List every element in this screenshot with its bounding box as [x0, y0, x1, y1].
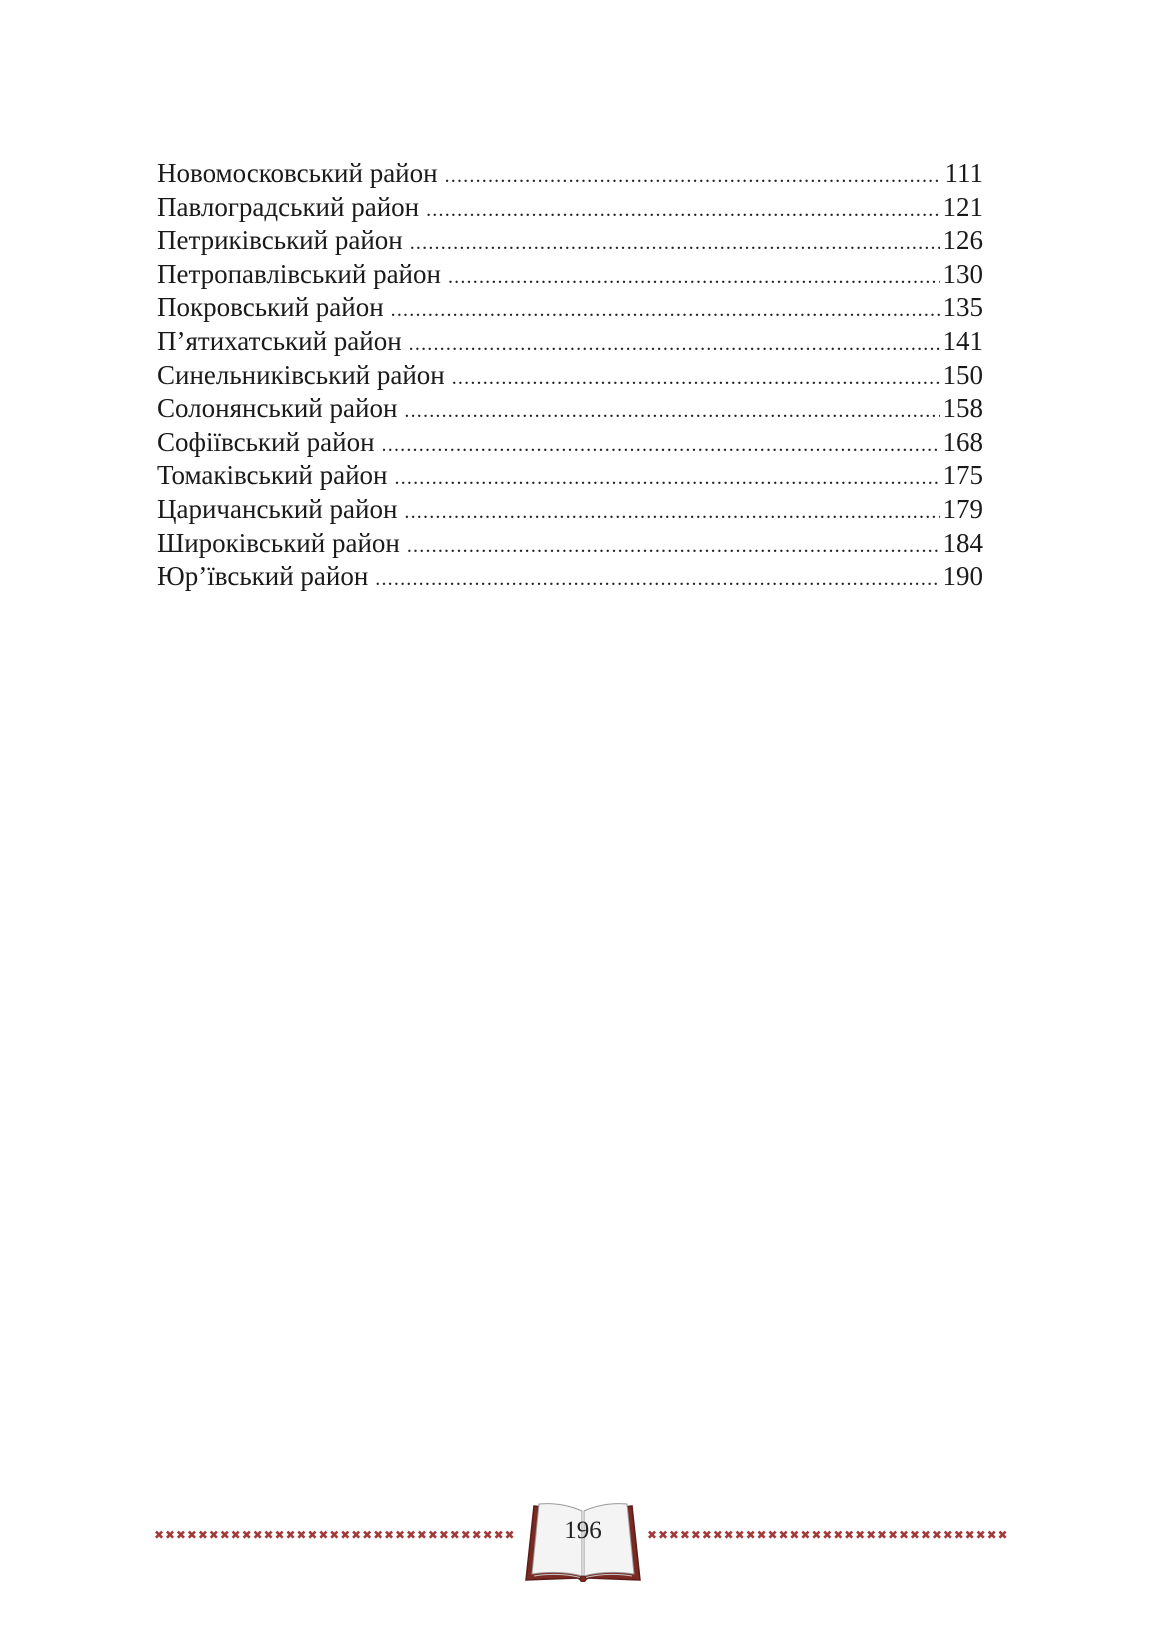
- toc-entry: [157, 560, 983, 594]
- open-book-icon: [524, 1500, 642, 1582]
- toc-entry-title: П’ятихатський район: [157, 325, 402, 356]
- toc-entry: [157, 291, 983, 325]
- toc-entry-title: Петриківський район: [157, 225, 403, 256]
- toc-dot-leader: [404, 496, 939, 530]
- toc-entry-page: 135: [942, 292, 983, 323]
- cross-stitch-border-left: [154, 1529, 516, 1541]
- toc-entry: [157, 224, 983, 258]
- toc-entry-title: Синельниківський район: [157, 359, 445, 390]
- toc-dot-leader: [391, 294, 940, 328]
- toc-entry-title: Юр’ївський район: [157, 561, 369, 592]
- toc-entry: [157, 325, 983, 359]
- toc-entry-title: Новомосковський район: [157, 158, 438, 188]
- toc-entry-page: 158: [942, 393, 983, 424]
- toc-dot-leader: [445, 160, 942, 194]
- toc-dot-leader: [404, 395, 939, 429]
- toc-entry-page: 190: [942, 561, 983, 592]
- toc-entry-page: 179: [942, 493, 983, 524]
- page-footer: [150, 1500, 1010, 1590]
- toc-entry-title: Петропавлівський район: [157, 258, 441, 289]
- toc-dot-leader: [407, 530, 940, 564]
- toc-dot-leader: [452, 362, 940, 396]
- toc-entry-title: Широківський район: [157, 527, 400, 558]
- page-number: 196: [564, 1517, 602, 1544]
- toc-entry: [157, 493, 983, 527]
- toc-entry: [157, 258, 983, 292]
- toc-entry: [157, 157, 983, 191]
- toc-entry: [157, 359, 983, 393]
- toc-entry-page: 168: [942, 426, 983, 457]
- toc-entry-title: Покровський район: [157, 292, 384, 323]
- toc-entry-page: 121: [942, 191, 983, 222]
- toc-dot-leader: [409, 328, 940, 362]
- toc-entry: [157, 527, 983, 561]
- toc-entry-title: Софіївський район: [157, 426, 375, 457]
- toc-entry-title: Павлоградський район: [157, 191, 420, 222]
- toc-dot-leader: [375, 563, 939, 597]
- toc-entry-page: 130: [942, 258, 983, 289]
- cross-stitch-border-right: [647, 1529, 1009, 1541]
- toc-dot-leader: [395, 462, 940, 496]
- toc-entry-page: 141: [942, 325, 983, 356]
- toc-entry-page: 150: [942, 359, 983, 390]
- toc-entry-page: 184: [942, 527, 983, 558]
- toc-entry-page: 126: [942, 225, 983, 256]
- toc-entry: [157, 392, 983, 426]
- toc-entry-title: Царичанський район: [157, 493, 398, 524]
- toc-dot-leader: [426, 194, 939, 228]
- toc-dot-leader: [382, 429, 940, 463]
- toc-dot-leader: [410, 227, 940, 261]
- toc-entry: [157, 191, 983, 225]
- table-of-contents: [157, 157, 983, 594]
- toc-entry-page: 111: [944, 158, 983, 188]
- toc-entry-title: Солонянський район: [157, 393, 398, 424]
- toc-entry-page: 175: [942, 460, 983, 491]
- toc-entry: [157, 459, 983, 493]
- toc-entry: [157, 426, 983, 460]
- toc-entry-title: Томаківський район: [157, 460, 388, 491]
- toc-dot-leader: [448, 261, 940, 295]
